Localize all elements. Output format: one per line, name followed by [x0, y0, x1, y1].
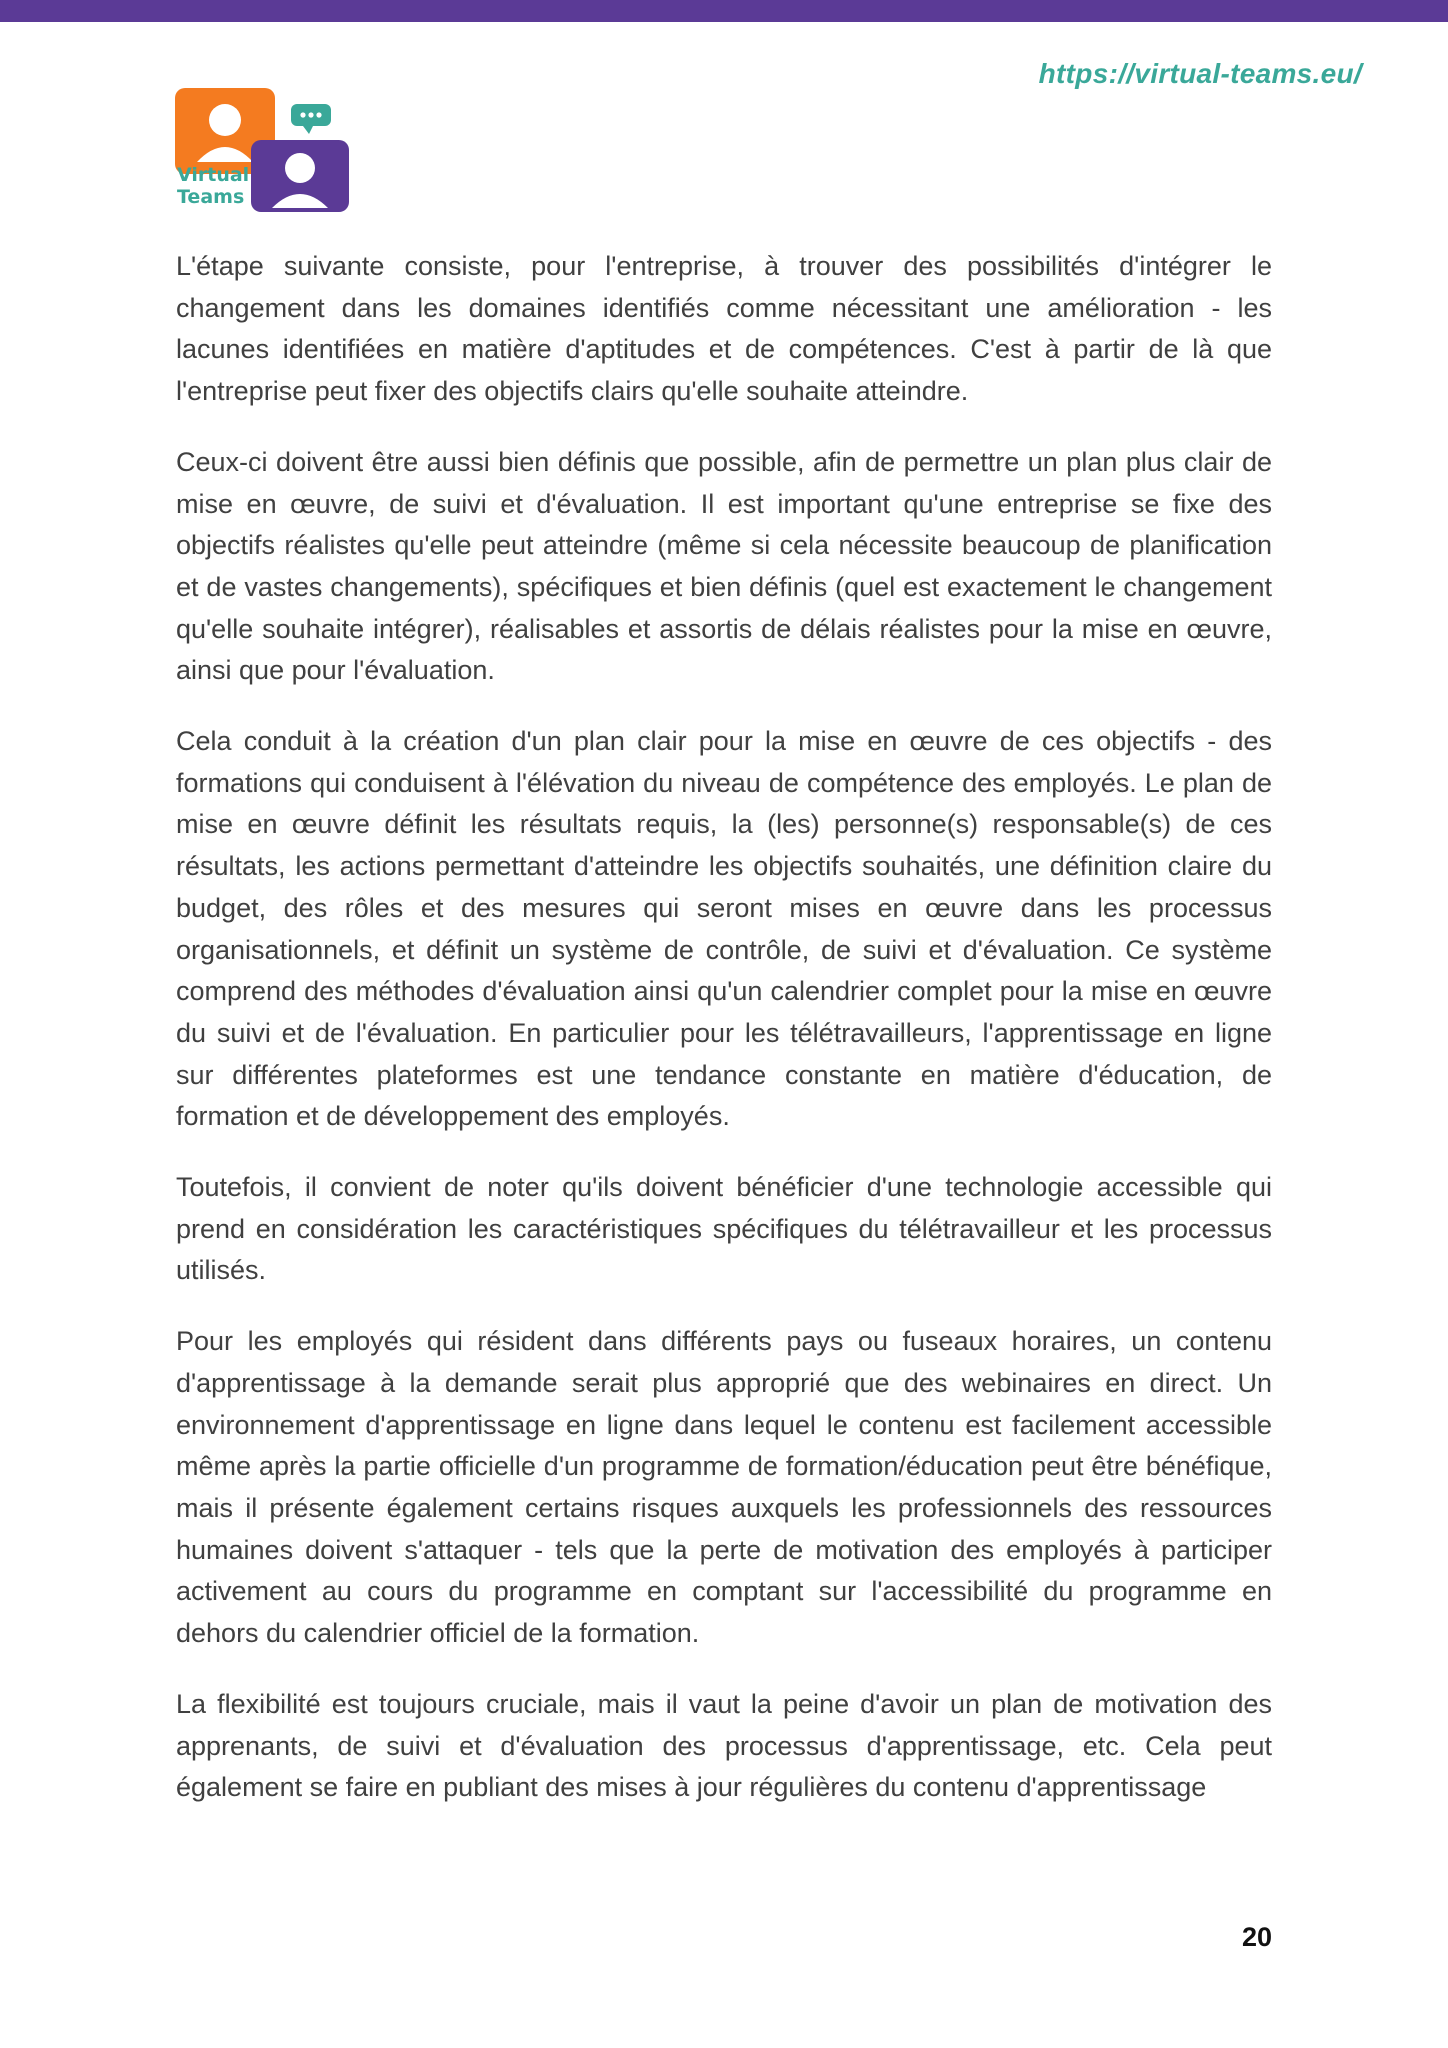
document-body: [176, 246, 1272, 1838]
site-url-link[interactable]: https://virtual-teams.eu/: [1038, 58, 1362, 89]
paragraph-4: Toutefois, il convient de noter qu'ils doivent bénéficier d'une technologie accessible qui prend en considération les caractéristiques spécifiques du télétravailleur et les processus utilisés.: [176, 1172, 1272, 1286]
paragraph-1: L'étape suivante consiste, pour l'entreprise, à trouver des possibilités d'intégrer le changement dans les domaines identifiés comme nécessitant une amélioration - les lacunes identifiées en matière d'aptitudes et de compétences. C'est à partir de là que l'entreprise peut fixer des objectifs clairs qu'elle souhaite atteindre.: [176, 251, 1272, 407]
paragraph-3: Cela conduit à la création d'un plan clair pour la mise en œuvre de ces objectifs - des formations qui conduisent à l'élévation du niveau de compétence des employés. Le plan de mise en œuvre définit les résultats requis, la (les) personne(s) responsable(s) de ces résultats, les actions permettant d'atteindre les objectifs souhaités, une définition claire du budget, des rôles et des mesures qui seront mises en œuvre dans les processus organisationnels, et définit un système de contrôle, de suivi et d'évaluation. Ce système comprend des méthodes d'évaluation ainsi qu'un calendrier complet pour la mise en œuvre du suivi et de l'évaluation. En particulier pour les télétravailleurs, l'apprentissage en ligne sur différentes plateformes est une tendance constante en matière d'éducation, de formation et de développement des employés.: [176, 726, 1272, 1132]
paragraph-2: Ceux-ci doivent être aussi bien définis que possible, afin de permettre un plan plus clair de mise en œuvre, de suivi et d'évaluation. Il est important qu'une entreprise se fixe des objectifs réalistes qu'elle peut atteindre (même si cela nécessite beaucoup de planification et de vastes changements), spécifiques et bien définis (quel est exactement le changement qu'elle souhaite intégrer), réalisables et assortis de délais réalistes pour la mise en œuvre, ainsi que pour l'évaluation.: [176, 446, 1272, 686]
logo-wordmark: [177, 164, 249, 208]
logo-word-virtual: Virtual: [177, 164, 250, 186]
page-number: 20: [1241, 1922, 1272, 1952]
top-color-bar: [0, 0, 1448, 22]
logo-word-teams: Teams: [177, 186, 245, 208]
paragraph-6: La flexibilité est toujours cruciale, mais il vaut la peine d'avoir un plan de motivation des apprenants, de suivi et d'évaluation des processus d'apprentissage, etc. Cela peut également se faire en publiant des mises à jour régulières du contenu d'apprentissage: [176, 1688, 1272, 1803]
virtual-teams-logo: [175, 88, 355, 214]
paragraph-5: Pour les employés qui résident dans différents pays ou fuseaux horaires, un contenu d'apprentissage à la demande serait plus approprié que des webinaires en direct. Un environnement d'apprentissage en ligne dans lequel le contenu est facilement accessible même après la partie officielle d'un programme de formation/éducation peut être bénéfique, mais il présente également certains risques auxquels les professionnels des ressources humaines doivent s'attaquer - tels que la perte de motivation des employés à participer activement au cours du programme en comptant sur l'accessibilité du programme en dehors du calendrier officiel de la formation.: [176, 1326, 1272, 1649]
